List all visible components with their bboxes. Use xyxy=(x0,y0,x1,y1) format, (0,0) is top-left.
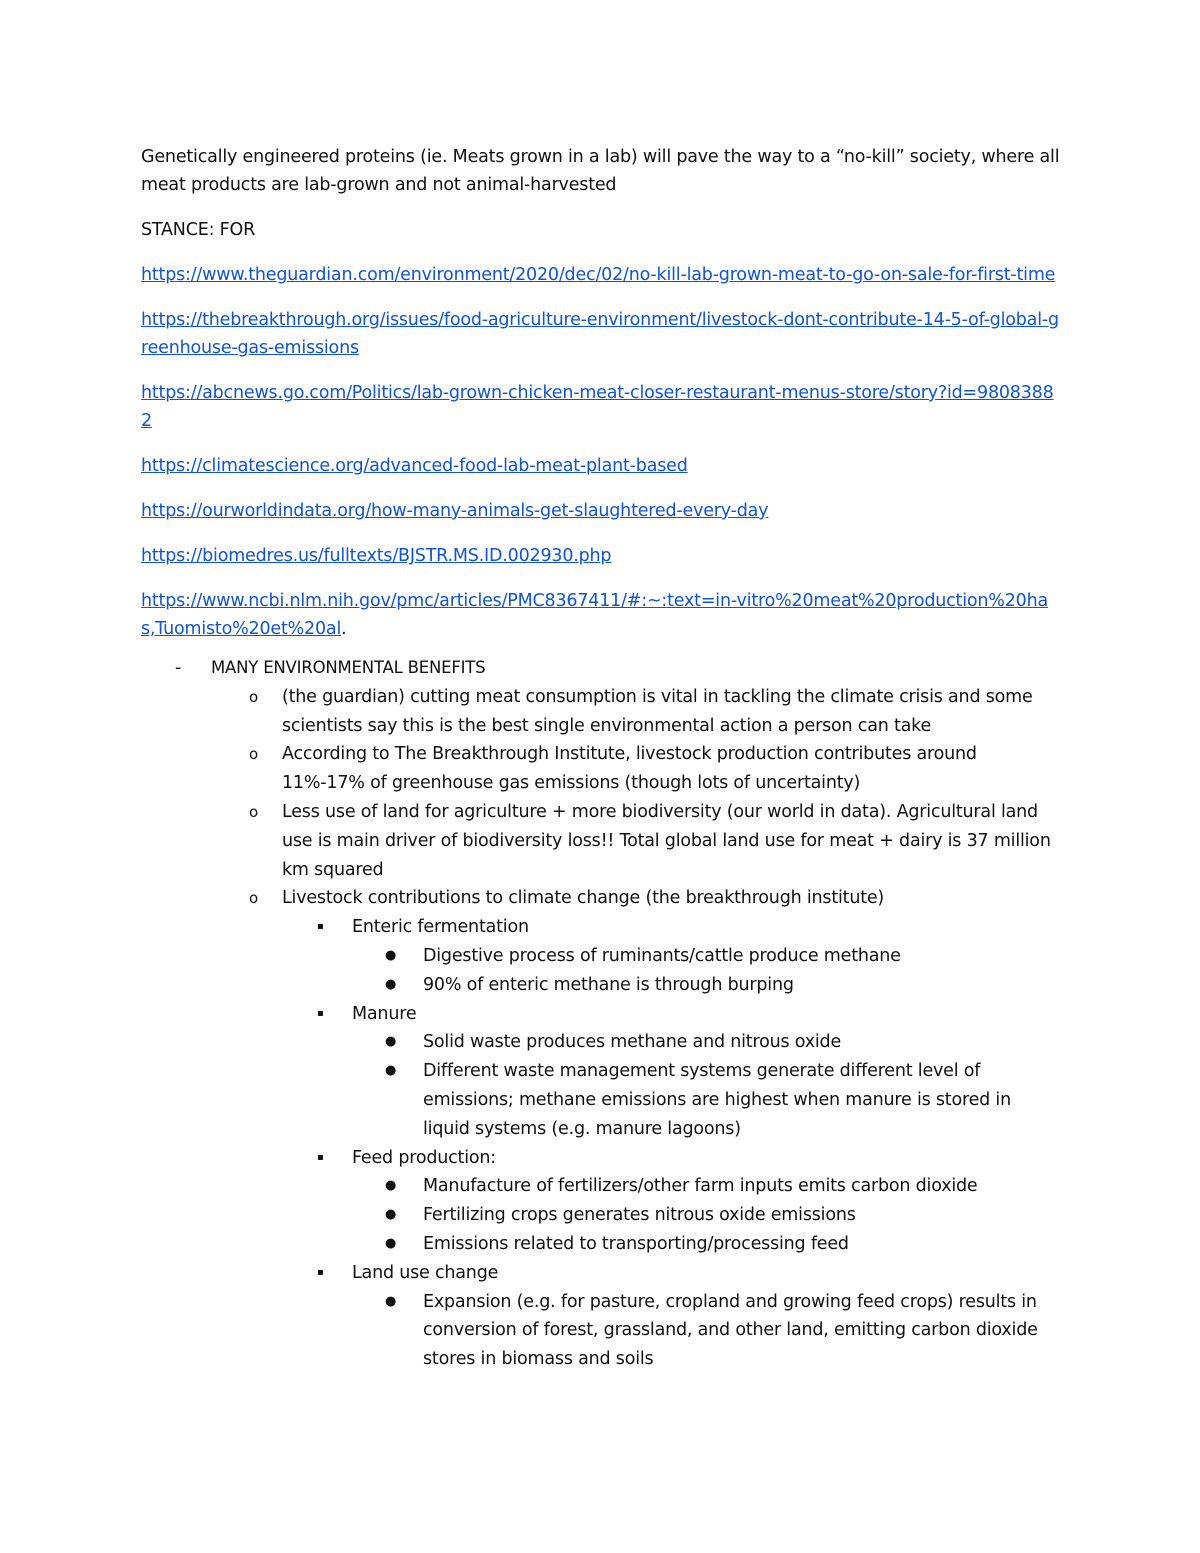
detail-text: Expansion (e.g. for pasture, cropland and growing feed crops) results in conversion of forest, grassland, and other land, emitting carbon dioxide stores in biomass and soils xyxy=(423,1291,1038,1370)
list-item xyxy=(141,1259,1061,1288)
dot-bullet: ● xyxy=(385,1293,397,1309)
source-link-guardian[interactable]: https://www.theguardian.com/environment/2020/dec/02/no-kill-lab-grown-meat-to-go-on-sale-for-first-time xyxy=(141,265,1056,285)
point-text: (the guardian) cutting meat consumption is vital in tackling the climate crisis and some scientists say this is the best single environmental action a person can take xyxy=(282,686,1033,736)
contribution-label: Manure xyxy=(352,1003,417,1024)
outline-heading: MANY ENVIRONMENTAL BENEFITS xyxy=(211,658,486,677)
topic-paragraph: Genetically engineered proteins (ie. Meats grown in a lab) will pave the way to a “no-kill” society, where all meat products are lab-grown and not animal-harvested xyxy=(141,147,1060,195)
list-item xyxy=(141,942,1061,971)
square-bullet: ▪ xyxy=(317,921,324,933)
circle-bullet: o xyxy=(249,687,258,706)
list-item xyxy=(141,1201,1061,1230)
stance-line: STANCE: FOR xyxy=(141,220,256,240)
list-item xyxy=(141,1057,1061,1143)
dot-bullet: ● xyxy=(385,947,397,963)
point-text: According to The Breakthrough Institute, livestock production contributes around 11%-17% of greenhouse gas emissions (though lots of uncertainty) xyxy=(282,744,977,794)
square-bullet: ▪ xyxy=(317,1151,324,1163)
point-text: Livestock contributions to climate change (the breakthrough institute) xyxy=(282,888,885,909)
list-item xyxy=(141,798,1061,884)
source-link-paragraph xyxy=(141,452,1061,480)
detail-text: 90% of enteric methane is through burping xyxy=(423,974,794,995)
list-item xyxy=(141,1028,1061,1057)
list-item xyxy=(141,1230,1061,1259)
source-link-paragraph xyxy=(141,379,1061,435)
list-item xyxy=(141,913,1061,942)
list-item xyxy=(141,1288,1061,1374)
square-bullet: ▪ xyxy=(317,1007,324,1019)
link-period: . xyxy=(341,619,347,639)
source-link-ncbi[interactable]: https://www.ncbi.nlm.nih.gov/pmc/articles/PMC8367411/#:~:text=in-vitro%20meat%20production%20has,Tuomisto%20et%20al xyxy=(141,591,1048,639)
dot-bullet: ● xyxy=(385,1207,397,1223)
circle-bullet: o xyxy=(249,802,258,821)
detail-text: Solid waste produces methane and nitrous oxide xyxy=(423,1032,842,1053)
dot-bullet: ● xyxy=(385,976,397,992)
detail-text: Different waste management systems generate different level of emissions; methane emissions are highest when manure is stored in liquid systems (e.g. manure lagoons) xyxy=(423,1061,1011,1139)
outline-heading-item xyxy=(141,654,1061,683)
source-link-biomedres[interactable]: https://biomedres.us/fulltexts/BJSTR.MS.ID.002930.php xyxy=(141,546,612,566)
contribution-label: Feed production: xyxy=(352,1147,496,1168)
detail-text: Digestive process of ruminants/cattle produce methane xyxy=(423,945,901,966)
document-body xyxy=(141,143,1061,1374)
list-item xyxy=(141,1144,1061,1173)
source-link-paragraph xyxy=(141,542,1061,570)
dot-bullet: ● xyxy=(385,1034,397,1050)
list-item xyxy=(141,683,1061,741)
detail-text: Emissions related to transporting/processing feed xyxy=(423,1233,849,1254)
point-text: Less use of land for agriculture + more biodiversity (our world in data). Agricultural land use is main driver of biodiversity loss!! Total global land use for meat + dairy is 37 million km squared xyxy=(282,801,1051,880)
contribution-label: Land use change xyxy=(352,1262,499,1283)
detail-text: Manufacture of fertilizers/other farm inputs emits carbon dioxide xyxy=(423,1176,978,1197)
list-item xyxy=(141,1000,1061,1029)
source-link-climatescience[interactable]: https://climatescience.org/advanced-food-lab-meat-plant-based xyxy=(141,456,688,476)
list-item xyxy=(141,740,1061,798)
circle-bullet: o xyxy=(249,889,258,908)
source-link-abcnews[interactable]: https://abcnews.go.com/Politics/lab-grown-chicken-meat-closer-restaurant-menus-store/story?id=98083882 xyxy=(141,383,1054,431)
contribution-label: Enteric fermentation xyxy=(352,917,529,938)
source-link-paragraph xyxy=(141,261,1061,289)
benefits-outline xyxy=(141,654,1061,1374)
source-link-paragraph xyxy=(141,587,1061,643)
list-item xyxy=(141,971,1061,1000)
list-item xyxy=(141,884,1061,913)
source-link-ourworldindata[interactable]: https://ourworldindata.org/how-many-animals-get-slaughtered-every-day xyxy=(141,501,769,521)
source-link-paragraph xyxy=(141,497,1061,525)
square-bullet: ▪ xyxy=(317,1266,324,1278)
source-link-paragraph xyxy=(141,306,1061,362)
dot-bullet: ● xyxy=(385,1063,397,1079)
dash-bullet: - xyxy=(175,658,182,678)
dot-bullet: ● xyxy=(385,1235,397,1251)
detail-text: Fertilizing crops generates nitrous oxide emissions xyxy=(423,1205,856,1226)
source-link-breakthrough[interactable]: https://thebreakthrough.org/issues/food-agriculture-environment/livestock-dont-contribute-14-5-of-global-greenhouse-gas-emissions xyxy=(141,310,1059,358)
dot-bullet: ● xyxy=(385,1178,397,1194)
list-item xyxy=(141,1172,1061,1201)
circle-bullet: o xyxy=(249,745,258,764)
